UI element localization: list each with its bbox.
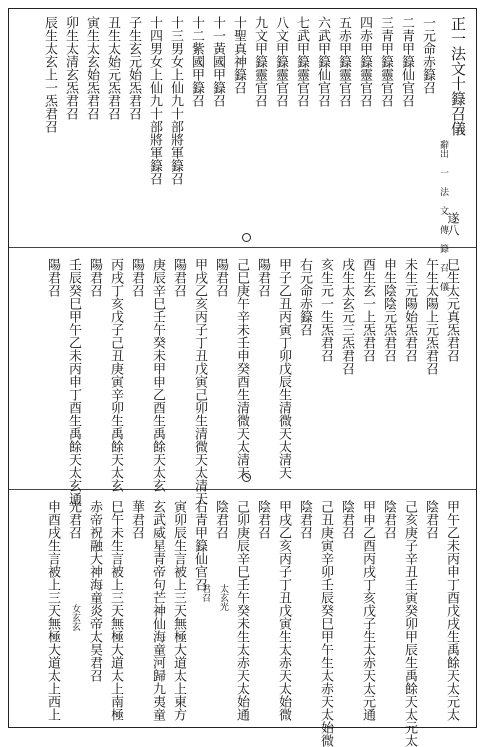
- section-divider: [9, 247, 476, 248]
- text-column: 申酉戌生言被上三天無極大道太上西上: [45, 500, 60, 721]
- text-column: 己丑庚寅辛卯壬辰癸巳甲午生太赤天太始微: [318, 500, 333, 747]
- text-column: 華君召: [129, 500, 144, 539]
- text-column: 十四男女上仙九十部將軍籙召: [147, 16, 162, 185]
- text-column: 陰君召: [255, 500, 270, 539]
- text-column: 陰君召: [297, 500, 312, 539]
- title: 正一法文十籙召儀: [449, 16, 467, 136]
- text-column: 十三男女上仙九十部將軍籙召: [168, 16, 183, 185]
- text-column: 陽君召: [129, 258, 144, 297]
- subtitle: 辭出 一 法 文 傳 籙 召 儀: [438, 140, 448, 291]
- text-column: 陽君召: [87, 258, 102, 297]
- text-column: 戌生太玄元三炁君召: [339, 258, 354, 375]
- text-column: 陽君召: [213, 258, 228, 297]
- text-column: 陰君召: [381, 500, 396, 539]
- text-column: 己卯庚辰辛巳壬午癸未生太赤天太始通: [234, 500, 249, 721]
- text-column: 玄武威星青帝句芒神仙海童河歸九夷童: [150, 500, 165, 721]
- circle-mark-icon: [242, 233, 251, 242]
- text-column: 辰生太玄上一炁君召: [42, 16, 57, 133]
- text-column: 子生玄元始炁君召: [126, 16, 141, 120]
- text-column: 甲申乙酉丙戌丁亥戊子生太赤天太元通: [360, 500, 375, 721]
- text-column: 甲戌乙亥丙子丁丑戊寅生太赤天太始微: [276, 500, 291, 721]
- text-column: 二青甲籙仙官召: [399, 16, 414, 107]
- text-column: 八文甲籙靈官召: [273, 16, 288, 107]
- text-column: 己巳庚午辛未壬申癸酉生清微天太清天: [234, 258, 249, 479]
- text-column: 卯生太清玄炁君召: [63, 16, 78, 120]
- text-column: 陰君召: [339, 500, 354, 539]
- text-column: 六武甲籙仙官召: [315, 16, 330, 107]
- text-column: 己亥庚子辛丑壬寅癸卯甲辰生禹餘天太元太: [402, 500, 417, 747]
- text-column: 寅生太玄始炁君召: [84, 16, 99, 120]
- text-column: 丙戌丁亥戊子己丑庚寅辛卯生禹餘天太玄: [108, 258, 123, 492]
- text-column: 申生陰陰元炁君召: [381, 258, 396, 362]
- text-column: 甲戌乙亥丙子丁丑戊寅己卯生清微天太清天: [192, 258, 207, 505]
- text-column: 十二紫國甲籙召: [189, 16, 204, 107]
- text-column: 七武甲籙靈官召: [294, 16, 309, 107]
- text-column: 十聖真神籙召: [231, 16, 246, 94]
- text-column: 巳生太元真炁君召: [444, 258, 459, 362]
- text-column: 壬辰癸巳甲午乙未丙申丁酉生禹餘天太玄通: [66, 258, 81, 505]
- text-column: 甲子乙丑丙寅丁卯戊辰生清微天太清天: [276, 258, 291, 479]
- text-column: 一元命赤籙召: [420, 16, 435, 94]
- text-column: 光君召: [66, 500, 81, 539]
- text-column: 九文甲籙靈官召: [252, 16, 267, 107]
- text-column: 三青甲籙靈官召: [378, 16, 393, 107]
- page-ref: 遂八: [446, 212, 460, 236]
- text-column: 右元命赤籙召: [297, 258, 312, 336]
- text-column: 四赤甲籙靈官召: [357, 16, 372, 107]
- text-column: 未生元陽始炁君召: [402, 258, 417, 362]
- text-column: 陰君召: [423, 500, 438, 539]
- text-column: 甲午乙未丙申丁酉戊戌生禹餘天太元太: [444, 500, 459, 721]
- text-column: 亥生元一生炁君召: [318, 258, 333, 362]
- text-column: 酉生玄一上炁君召: [360, 258, 375, 362]
- text-column: 五赤甲籙靈官召: [336, 16, 351, 107]
- text-column: 陽君召: [45, 258, 60, 297]
- annotation-note: 女玄玄: [70, 604, 80, 631]
- text-column: 陽君召: [171, 258, 186, 297]
- text-column: 寅卯辰生言被上三天無極大道太上東方: [171, 500, 186, 721]
- text-column: 巳午未生言被上三天無極大道太上南極: [108, 500, 123, 721]
- text-column: 右青甲籙仙官召: [192, 500, 207, 591]
- text-column: 赤帝祝融大神海童炎帝太昊君召: [87, 500, 102, 682]
- text-column: 十一黃國甲籙召: [210, 16, 225, 107]
- annotation-note: 君召: [200, 584, 210, 602]
- text-column: 陰君召: [213, 500, 228, 539]
- text-column: 午生太陽上元炁君召: [423, 258, 438, 375]
- text-column: 庚辰辛巳壬午癸未甲申乙酉生禹餘天太玄: [150, 258, 165, 492]
- text-column: 陽君召: [255, 258, 270, 297]
- text-column: 丑生太始元炁君召: [105, 16, 120, 120]
- annotation-note: 太玄光: [218, 584, 228, 611]
